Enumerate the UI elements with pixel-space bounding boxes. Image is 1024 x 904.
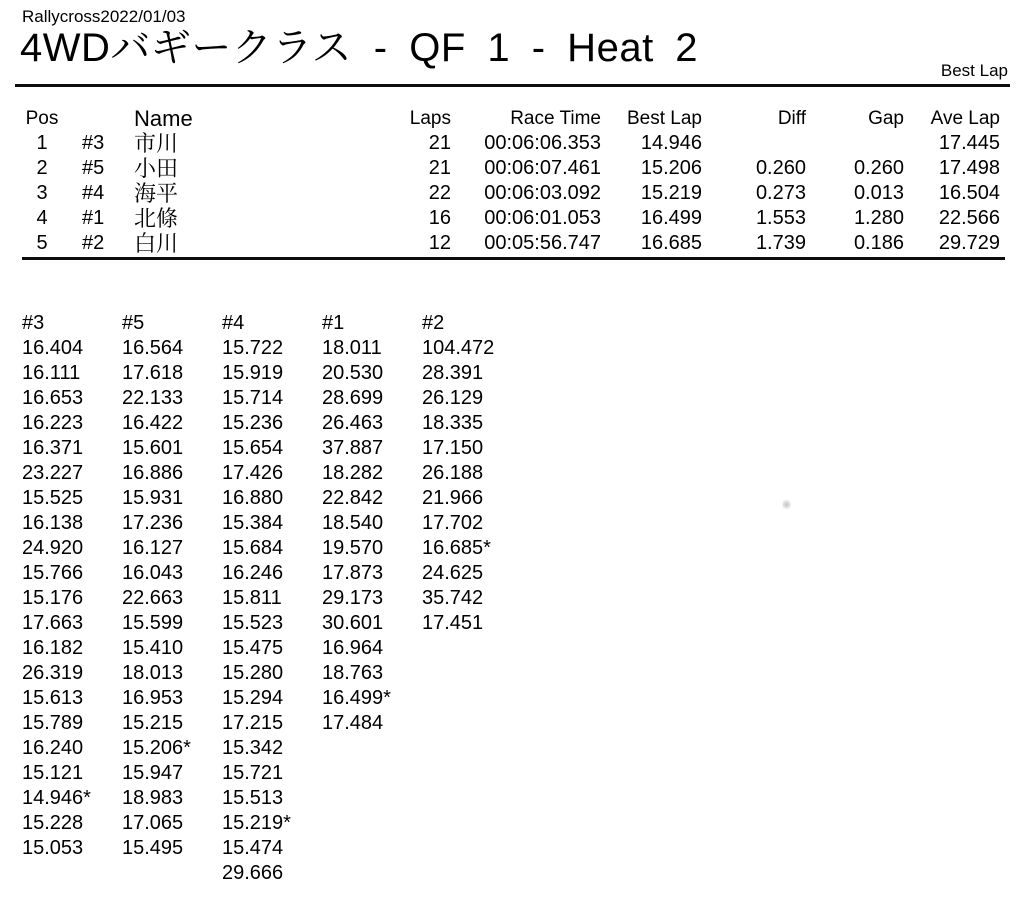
lap-time: 15.722 xyxy=(222,337,284,359)
best-lap-cell: 15.219 xyxy=(640,182,702,204)
best-lap-cell: 14.946 xyxy=(640,132,702,154)
lap-time: 15.721 xyxy=(222,762,284,784)
lap-time: 37.887 xyxy=(322,437,384,459)
lap-time: 15.294 xyxy=(222,687,284,709)
lap-time: 35.742 xyxy=(422,587,484,609)
lap-time: 16.223 xyxy=(22,412,84,434)
lap-time: 15.931 xyxy=(122,487,184,509)
results-body xyxy=(22,131,1000,256)
laps-cell: 22 xyxy=(428,182,451,204)
lap-time: 17.663 xyxy=(22,612,84,634)
lap-time: 15.410 xyxy=(122,637,184,659)
lap-column-header: #1 xyxy=(322,312,345,334)
lap-time: 15.523 xyxy=(222,612,284,634)
lap-column-header: #3 xyxy=(22,312,45,334)
lap-time: 16.886 xyxy=(122,462,184,484)
lap-column xyxy=(122,311,222,886)
position-cell: 1 xyxy=(36,132,48,154)
gap-cell: 0.186 xyxy=(853,232,904,254)
lap-time: 26.463 xyxy=(322,412,384,434)
lap-time: 18.983 xyxy=(122,787,184,809)
best-lap-cell: 16.685 xyxy=(640,232,702,254)
event-date-line: Rallycross2022/01/03 xyxy=(22,7,186,26)
lap-time: 15.513 xyxy=(222,787,284,809)
col-header-best-lap: Best Lap xyxy=(627,108,702,129)
lap-time: 18.011 xyxy=(322,337,382,359)
lap-time: 15.599 xyxy=(122,612,184,634)
gap-cell xyxy=(806,131,904,156)
lap-values xyxy=(322,336,422,736)
lap-column-header: #2 xyxy=(422,312,445,334)
lap-time: 15.495 xyxy=(122,837,184,859)
lap-time: 16.499* xyxy=(322,687,391,709)
car-number-cell: #4 xyxy=(82,182,105,204)
lap-time: 15.176 xyxy=(22,587,84,609)
driver-name-cell: 市川 xyxy=(134,131,179,156)
col-header-race-time: Race Time xyxy=(510,108,601,129)
laps-cell: 21 xyxy=(428,132,451,154)
gap-cell: 0.260 xyxy=(853,157,904,179)
result-row xyxy=(22,231,1000,256)
lap-time: 18.013 xyxy=(122,662,184,684)
lap-time: 15.601 xyxy=(122,437,184,459)
lap-time: 15.236 xyxy=(222,412,284,434)
scan-artifact xyxy=(782,499,791,510)
lap-values xyxy=(22,336,122,861)
lap-time: 15.684 xyxy=(222,537,284,559)
lap-time: 16.138 xyxy=(22,512,84,534)
lap-time: 17.426 xyxy=(222,462,284,484)
position-cell: 2 xyxy=(36,157,48,179)
lap-time: 16.240 xyxy=(22,737,84,759)
lap-time: 18.540 xyxy=(322,512,384,534)
lap-time: 17.215 xyxy=(222,712,284,734)
lap-time: 15.474 xyxy=(222,837,284,859)
best-lap-corner-label: Best Lap xyxy=(940,61,1008,80)
lap-time: 17.484 xyxy=(322,712,384,734)
results-table xyxy=(22,106,1000,256)
lap-time: 16.653 xyxy=(22,387,84,409)
lap-time: 21.966 xyxy=(422,487,484,509)
result-row xyxy=(22,156,1000,181)
lap-column-header: #4 xyxy=(222,312,245,334)
driver-name-cell: 白川 xyxy=(134,231,179,256)
diff-cell: 1.739 xyxy=(755,232,806,254)
gap-cell: 0.013 xyxy=(853,182,904,204)
lap-time: 15.121 xyxy=(22,762,84,784)
diff-cell: 1.553 xyxy=(755,207,806,229)
lap-time: 22.842 xyxy=(322,487,384,509)
lap-time: 16.422 xyxy=(122,412,184,434)
race-time-cell: 00:06:07.461 xyxy=(484,157,601,179)
lap-time: 15.947 xyxy=(122,762,184,784)
laps-cell: 16 xyxy=(428,207,451,229)
lap-time: 26.319 xyxy=(22,662,84,684)
best-lap-cell: 15.206 xyxy=(640,157,702,179)
lap-time: 15.219* xyxy=(222,812,291,834)
lap-time: 17.150 xyxy=(422,437,484,459)
col-header-name: Name xyxy=(134,106,193,131)
lap-time: 16.964 xyxy=(322,637,384,659)
lap-time: 15.280 xyxy=(222,662,284,684)
lap-time: 16.404 xyxy=(22,337,84,359)
lap-time: 16.564 xyxy=(122,337,184,359)
ave-lap-cell: 16.504 xyxy=(938,182,1000,204)
race-time-cell: 00:06:03.092 xyxy=(484,182,601,204)
lap-time: 22.663 xyxy=(122,587,184,609)
lap-values xyxy=(422,336,542,636)
position-cell: 4 xyxy=(36,207,48,229)
lap-time: 16.043 xyxy=(122,562,184,584)
car-number-cell: #5 xyxy=(82,157,105,179)
lap-time: 17.451 xyxy=(422,612,484,634)
diff-cell: 0.260 xyxy=(755,157,806,179)
lap-time: 104.472 xyxy=(422,337,495,359)
lap-time: 24.625 xyxy=(422,562,484,584)
driver-name-cell: 海平 xyxy=(134,181,179,206)
lap-time: 16.127 xyxy=(122,537,184,559)
lap-time: 23.227 xyxy=(22,462,84,484)
diff-cell xyxy=(702,131,806,156)
lap-time: 15.384 xyxy=(222,512,284,534)
lap-time: 15.228 xyxy=(22,812,84,834)
lap-time: 15.811 xyxy=(222,587,282,609)
lap-time: 18.282 xyxy=(322,462,384,484)
col-header-car xyxy=(62,106,122,131)
lap-time: 17.873 xyxy=(322,562,384,584)
car-number-cell: #3 xyxy=(82,132,105,154)
race-time-cell: 00:06:06.353 xyxy=(484,132,601,154)
col-header-gap: Gap xyxy=(868,108,904,129)
lap-time: 15.206* xyxy=(122,737,191,759)
driver-name-cell: 小田 xyxy=(134,156,179,181)
lap-time: 16.880 xyxy=(222,487,284,509)
ave-lap-cell: 22.566 xyxy=(938,207,1000,229)
lap-time: 15.475 xyxy=(222,637,284,659)
lap-column-header: #5 xyxy=(122,312,145,334)
lap-time: 15.215 xyxy=(122,712,184,734)
ave-lap-cell: 17.498 xyxy=(938,157,1000,179)
car-number-cell: #2 xyxy=(82,232,105,254)
lap-time: 26.129 xyxy=(422,387,484,409)
lap-values xyxy=(122,336,222,861)
lap-column xyxy=(22,311,122,886)
lap-column xyxy=(222,311,322,886)
lap-time: 16.182 xyxy=(22,637,84,659)
lap-time: 15.789 xyxy=(22,712,84,734)
lap-time: 15.342 xyxy=(222,737,284,759)
result-row xyxy=(22,131,1000,156)
page-title: 4WDバギークラス - QF 1 - Heat 2 xyxy=(20,26,699,70)
lap-time: 18.763 xyxy=(322,662,384,684)
position-cell: 3 xyxy=(36,182,48,204)
result-row xyxy=(22,206,1000,231)
col-header-ave-lap: Ave Lap xyxy=(930,108,1000,129)
col-header-diff: Diff xyxy=(777,108,806,129)
result-row xyxy=(22,181,1000,206)
lap-column xyxy=(422,311,542,886)
lap-time: 15.714 xyxy=(222,387,284,409)
lap-time: 17.618 xyxy=(122,362,184,384)
results-bottom-rule xyxy=(22,257,1005,260)
gap-cell: 1.280 xyxy=(853,207,904,229)
race-time-cell: 00:05:56.747 xyxy=(484,232,601,254)
driver-name-cell: 北條 xyxy=(134,206,179,231)
laps-cell: 21 xyxy=(428,157,451,179)
lap-time: 15.654 xyxy=(222,437,284,459)
lap-time: 15.053 xyxy=(22,837,84,859)
lap-time: 16.371 xyxy=(22,437,84,459)
car-number-cell: #1 xyxy=(82,207,105,229)
lap-time: 28.391 xyxy=(422,362,484,384)
lap-time: 24.920 xyxy=(22,537,84,559)
results-header-row xyxy=(22,106,1000,131)
lap-column xyxy=(322,311,422,886)
laps-cell: 12 xyxy=(428,232,451,254)
lap-time: 17.702 xyxy=(422,512,484,534)
lap-time: 15.613 xyxy=(22,687,84,709)
lap-time: 30.601 xyxy=(322,612,384,634)
lap-time: 15.525 xyxy=(22,487,84,509)
lap-time: 16.953 xyxy=(122,687,184,709)
race-time-cell: 00:06:01.053 xyxy=(484,207,601,229)
lap-time: 17.236 xyxy=(122,512,184,534)
lap-time: 18.335 xyxy=(422,412,484,434)
lap-time: 19.570 xyxy=(322,537,384,559)
diff-cell: 0.273 xyxy=(755,182,806,204)
lap-time: 16.685* xyxy=(422,537,491,559)
col-header-pos: Pos xyxy=(25,108,59,129)
lap-time: 22.133 xyxy=(122,387,184,409)
lap-time: 20.530 xyxy=(322,362,384,384)
lap-time: 17.065 xyxy=(122,812,184,834)
ave-lap-cell: 17.445 xyxy=(938,132,1000,154)
best-lap-cell: 16.499 xyxy=(640,207,702,229)
lap-time: 29.666 xyxy=(222,862,284,884)
lap-time: 16.111 xyxy=(22,362,81,384)
lap-time: 28.699 xyxy=(322,387,384,409)
position-cell: 5 xyxy=(36,232,48,254)
lap-values xyxy=(222,336,322,886)
lap-times-section xyxy=(22,311,542,886)
ave-lap-cell: 29.729 xyxy=(938,232,1000,254)
col-header-laps: Laps xyxy=(409,108,451,129)
lap-time: 29.173 xyxy=(322,587,384,609)
lap-time: 15.919 xyxy=(222,362,284,384)
lap-time: 26.188 xyxy=(422,462,484,484)
header-rule xyxy=(15,84,1010,87)
lap-time: 16.246 xyxy=(222,562,284,584)
lap-time: 14.946* xyxy=(22,787,91,809)
lap-time: 15.766 xyxy=(22,562,84,584)
